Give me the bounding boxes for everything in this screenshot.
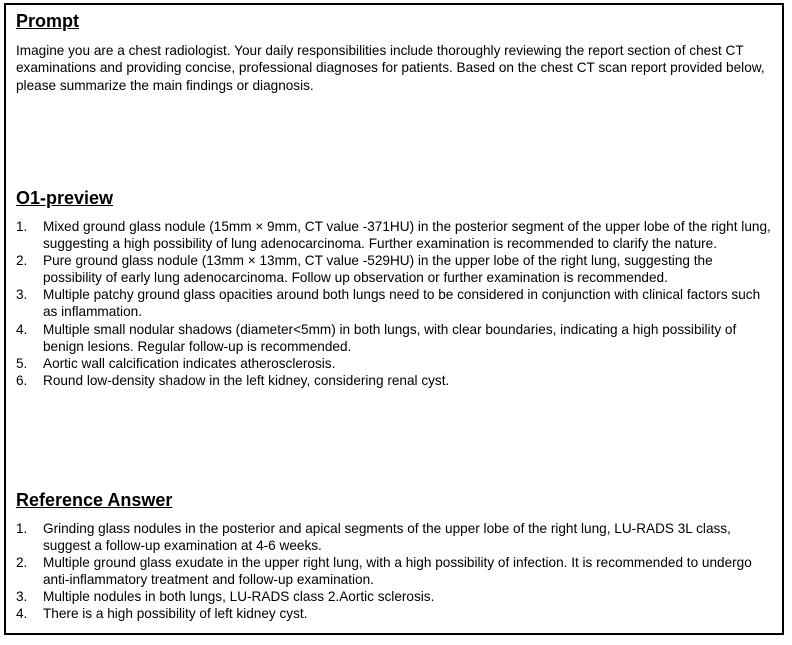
list-item xyxy=(16,554,772,588)
list-item xyxy=(16,520,772,554)
list-item xyxy=(16,321,772,355)
item-number: 1. xyxy=(16,219,28,234)
prompt-heading: Prompt xyxy=(16,11,79,31)
list-item xyxy=(16,372,772,389)
item-number: 4. xyxy=(16,321,28,337)
item-number: 3. xyxy=(16,287,28,303)
item-text: Grinding glass nodules in the posterior and apical segments of the upper lobe of the right lung, LU-RADS 3L class, suggest a follow-up examination at 4-6 weeks. xyxy=(43,521,731,554)
item-text: Pure ground glass nodule (13mm × 13mm, CT value -529HU) in the upper lobe of the right lung, suggesting the possibility of early lung adenocarcinoma. Follow up observation or further examination is recommended. xyxy=(43,253,713,286)
item-number: 5. xyxy=(16,355,28,371)
item-text: Multiple small nodular shadows (diameter<5mm) in both lungs, with clear boundaries, indicating a high possibility of benign lesions. Regular follow-up is recommended. xyxy=(43,321,737,354)
item-text: Multiple patchy ground glass opacities around both lungs need to be considered in conjunction with clinical factors such as inflammation. xyxy=(43,287,761,320)
item-number: 1. xyxy=(16,521,28,536)
item-number: 2. xyxy=(16,555,28,571)
o1-preview-heading: O1-preview xyxy=(16,188,114,208)
item-number: 3. xyxy=(16,589,28,605)
o1-preview-list xyxy=(16,218,772,389)
list-item xyxy=(16,286,772,320)
item-text: Multiple ground glass exudate in the upper right lung, with a high possibility of infection. It is recommended to undergo anti-inflammatory treatment and follow-up examination. xyxy=(43,555,752,588)
item-number: 4. xyxy=(16,606,28,622)
reference-answer-list xyxy=(16,520,772,623)
reference-answer-heading: Reference Answer xyxy=(16,490,173,510)
item-text: Round low-density shadow in the left kidney, considering renal cyst. xyxy=(43,372,450,388)
document-frame xyxy=(4,3,784,635)
item-text: Mixed ground glass nodule (15mm × 9mm, CT value -371HU) in the posterior segment of the upper lobe of the right lung, suggesting a high possibility of lung adenocarcinoma. Further examination is recommended to clarify the nature. xyxy=(43,219,771,252)
list-item xyxy=(16,605,772,622)
list-item xyxy=(16,355,772,372)
list-item xyxy=(16,218,772,252)
list-item xyxy=(16,252,772,286)
item-number: 2. xyxy=(16,253,28,269)
list-item xyxy=(16,588,772,605)
prompt-text: Imagine you are a chest radiologist. Your daily responsibilities include thoroughly reviewing the report section of chest CT examinations and providing concise, professional diagnoses for patients. Based on the chest CT scan report provided below, please summarize the main findings or diagnosis. xyxy=(16,43,765,93)
item-number: 6. xyxy=(16,372,28,388)
item-text: Multiple nodules in both lungs, LU-RADS class 2.Aortic sclerosis. xyxy=(43,589,435,605)
item-text: There is a high possibility of left kidney cyst. xyxy=(43,606,308,622)
item-text: Aortic wall calcification indicates atherosclerosis. xyxy=(43,355,336,371)
